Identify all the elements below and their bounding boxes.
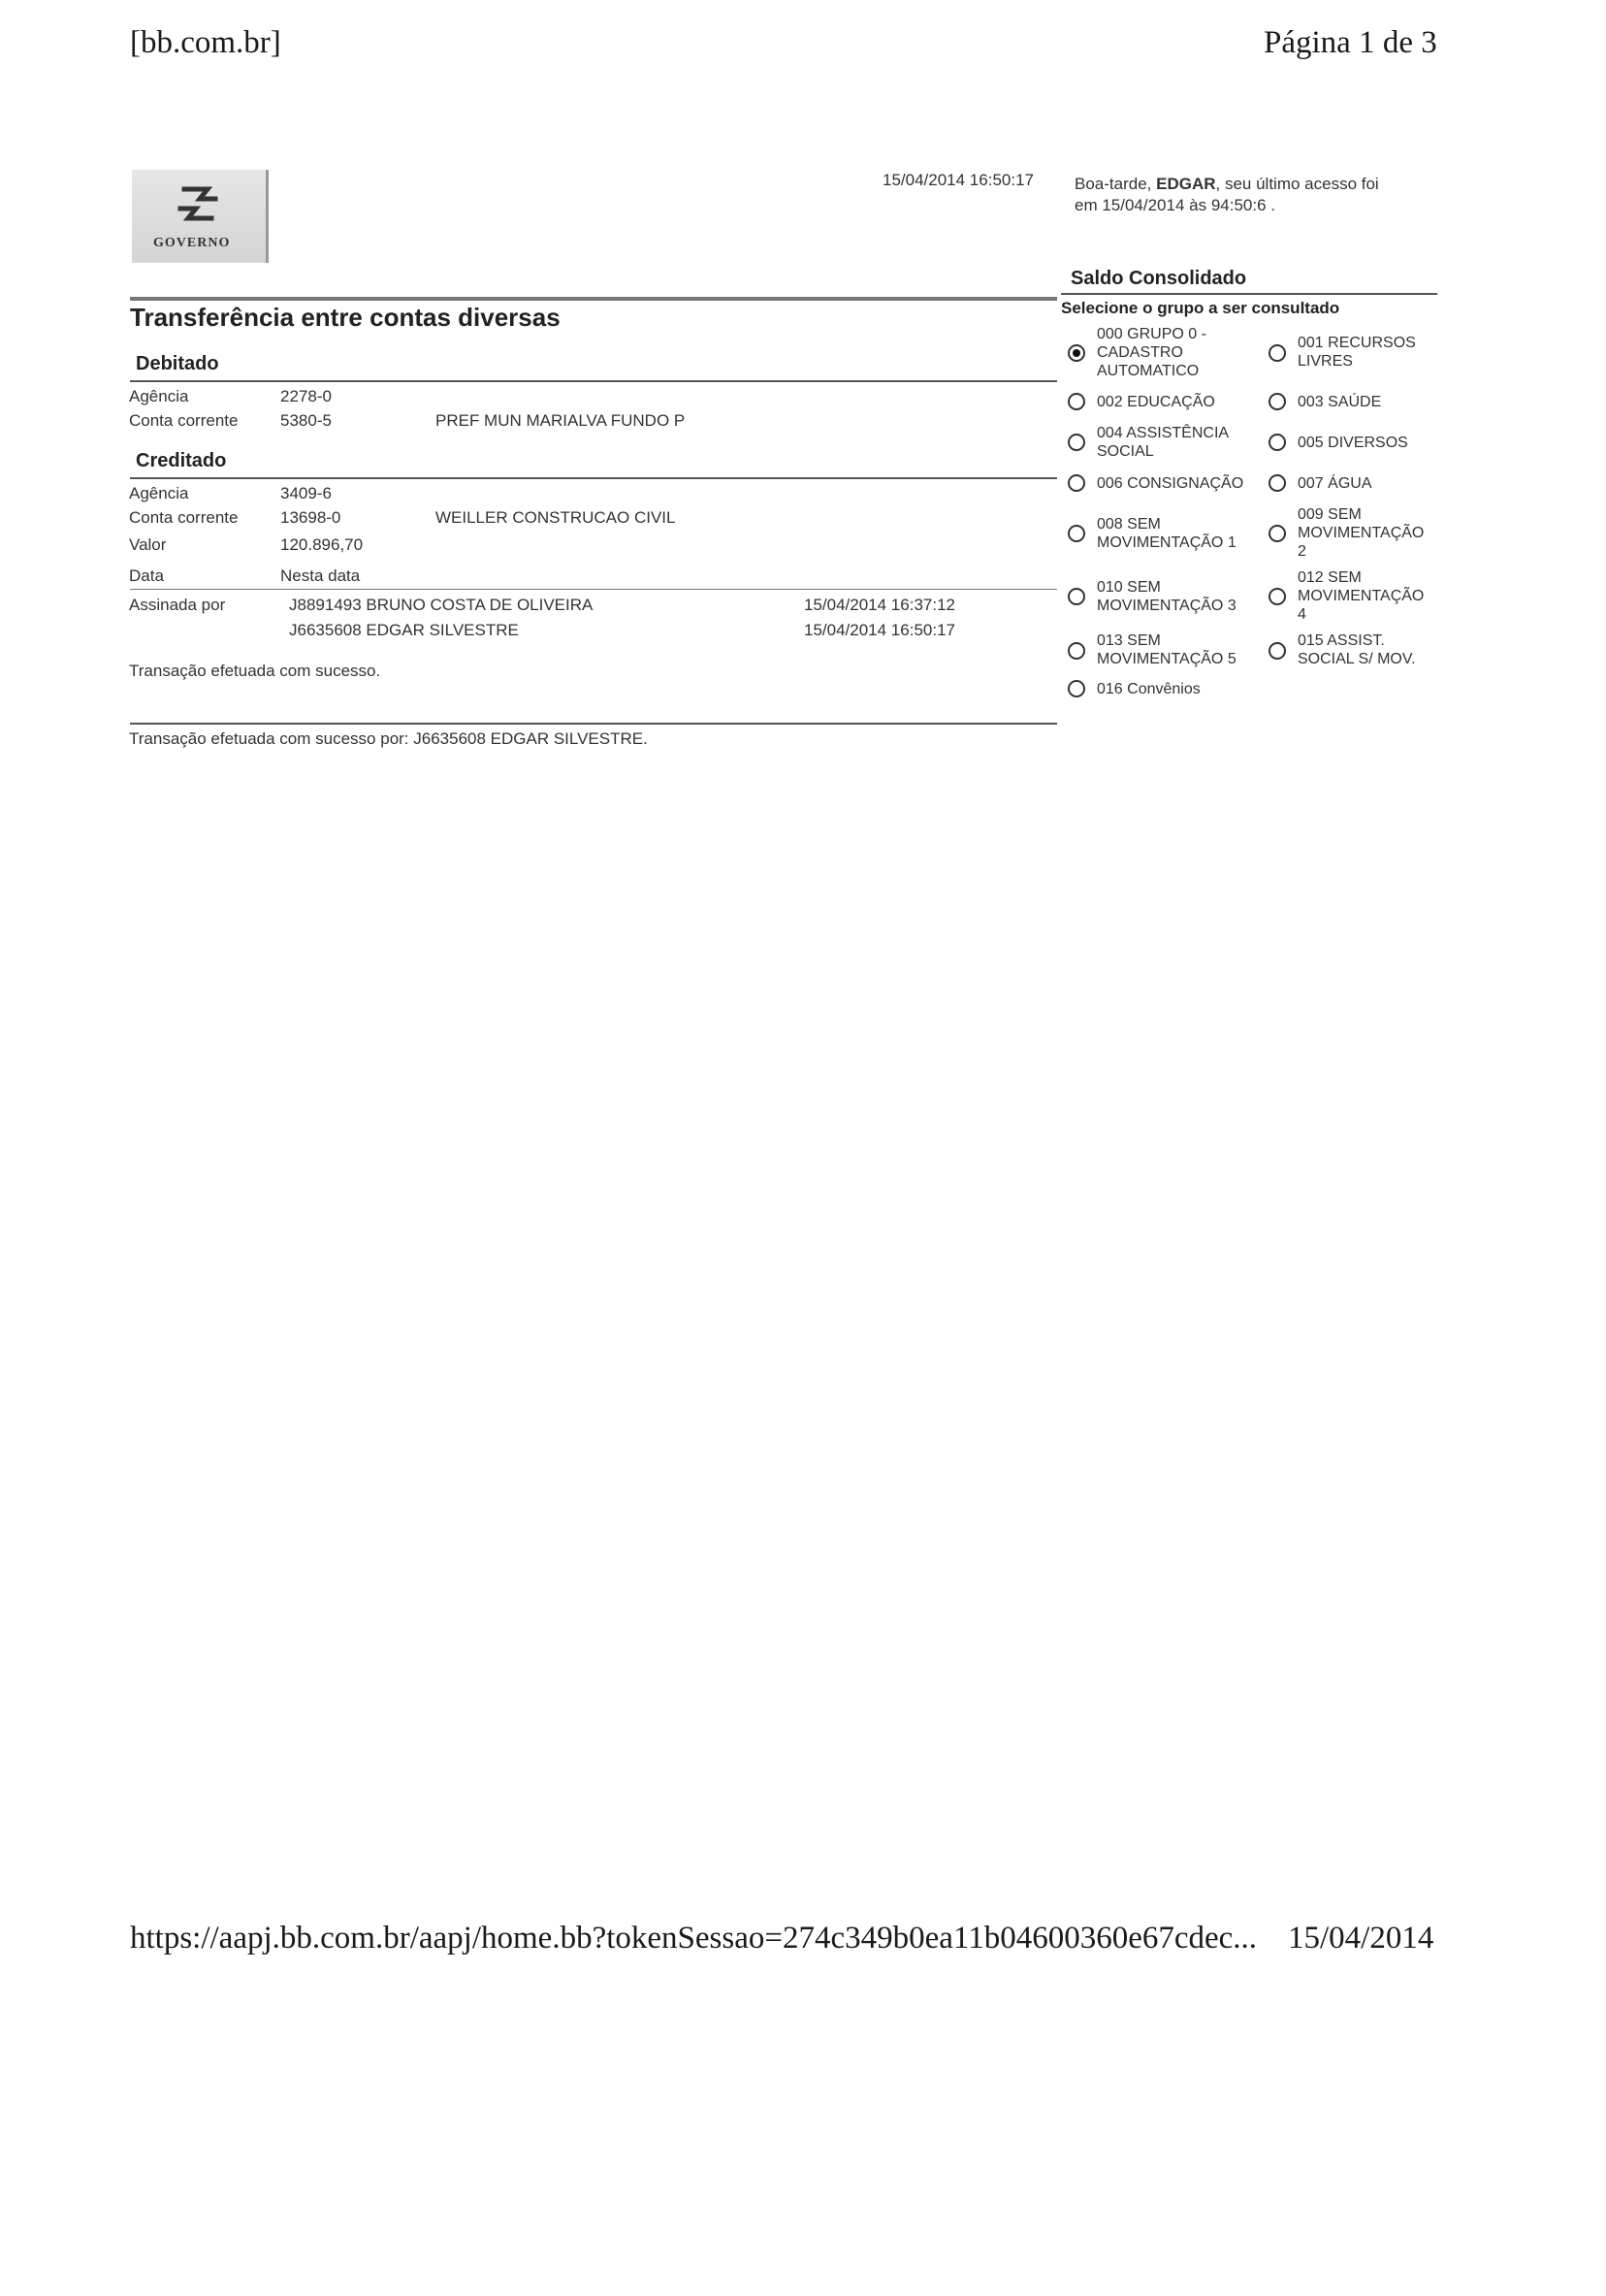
bb-logo-icon xyxy=(171,179,225,228)
greeting-user: EDGAR xyxy=(1156,175,1216,193)
radio-label-016: 016 Convênios xyxy=(1097,681,1201,697)
saldo-rule xyxy=(1061,293,1437,295)
footer-status-message: Transação efetuada com sucesso por: J6635608 EDGAR SILVESTRE. xyxy=(129,729,648,748)
debitado-rule xyxy=(130,380,1057,382)
creditado-titular: WEILLER CONSTRUCAO CIVIL xyxy=(435,508,676,527)
print-header-page: Página 1 de 3 xyxy=(1264,25,1437,60)
creditado-agencia-value: 3409-6 xyxy=(280,484,332,502)
session-datetime: 15/04/2014 16:50:17 xyxy=(883,171,1034,189)
radio-label-013: 013 SEM MOVIMENTAÇÃO 5 xyxy=(1097,632,1237,667)
creditado-conta-value: 13698-0 xyxy=(280,508,341,527)
print-header-site: [bb.com.br] xyxy=(130,25,281,60)
radio-label-001: 001 RECURSOS LIVRES xyxy=(1298,335,1416,370)
signature-name: J8891493 BRUNO COSTA DE OLIVEIRA xyxy=(289,596,594,614)
data-rule xyxy=(130,589,1057,590)
saldo-subtitle: Selecione o grupo a ser consultado xyxy=(1061,299,1340,317)
radio-group-004[interactable] xyxy=(1068,434,1085,451)
radio-label-004: 004 ASSISTÊNCIA SOCIAL xyxy=(1097,425,1230,460)
data-label: Data xyxy=(129,566,164,585)
assinada-label: Assinada por xyxy=(129,596,226,614)
radio-label-005: 005 DIVERSOS xyxy=(1298,435,1408,451)
signature-datetime: 15/04/2014 16:50:17 xyxy=(804,621,955,639)
radio-label-015: 015 ASSIST. SOCIAL S/ MOV. xyxy=(1298,632,1416,667)
logo-caption: GOVERNO xyxy=(153,236,231,250)
bb-governo-logo[interactable] xyxy=(132,170,269,263)
signature-datetime: 15/04/2014 16:37:12 xyxy=(804,596,955,614)
footer-status-rule xyxy=(130,723,1057,725)
radio-group-003[interactable] xyxy=(1269,393,1286,410)
greeting-line2: em 15/04/2014 às 94:50:6 . xyxy=(1075,196,1275,214)
radio-label-003: 003 SAÚDE xyxy=(1298,394,1382,410)
debitado-agencia-label: Agência xyxy=(129,387,189,405)
radio-label-000: 000 GRUPO 0 - CADASTRO AUTOMATICO xyxy=(1097,326,1206,379)
greeting-suffix: , seu último acesso foi xyxy=(1215,175,1379,193)
radio-label-008: 008 SEM MOVIMENTAÇÃO 1 xyxy=(1097,516,1237,551)
debitado-conta-label: Conta corrente xyxy=(129,411,239,430)
greeting-line1 xyxy=(1075,175,1379,194)
debitado-conta-value: 5380-5 xyxy=(280,411,332,430)
saldo-title: Saldo Consolidado xyxy=(1071,268,1247,289)
valor-label: Valor xyxy=(129,535,167,554)
debitado-heading: Debitado xyxy=(136,353,219,374)
radio-group-005[interactable] xyxy=(1269,434,1286,451)
radio-label-002: 002 EDUCAÇÃO xyxy=(1097,394,1215,410)
radio-group-000[interactable] xyxy=(1068,344,1085,362)
radio-group-016[interactable] xyxy=(1068,680,1085,697)
radio-group-013[interactable] xyxy=(1068,642,1085,660)
radio-group-007[interactable] xyxy=(1269,474,1286,492)
radio-group-015[interactable] xyxy=(1269,642,1286,660)
radio-label-006: 006 CONSIGNAÇÃO xyxy=(1097,475,1244,492)
valor-value: 120.896,70 xyxy=(280,535,364,554)
print-footer-url: https://aapj.bb.com.br/aapj/home.bb?tokenSessao=274c349b0ea11b04600360e67cdec... xyxy=(130,1921,1258,1956)
creditado-agencia-label: Agência xyxy=(129,484,189,502)
debitado-titular: PREF MUN MARIALVA FUNDO P xyxy=(435,411,686,430)
radio-group-010[interactable] xyxy=(1068,588,1085,605)
radio-group-001[interactable] xyxy=(1269,344,1286,362)
radio-group-002[interactable] xyxy=(1068,393,1085,410)
page-title: Transferência entre contas diversas xyxy=(130,303,561,332)
data-value: Nesta data xyxy=(280,566,361,585)
radio-group-012[interactable] xyxy=(1269,588,1286,605)
signature-name: J6635608 EDGAR SILVESTRE xyxy=(289,621,519,639)
radio-label-012: 012 SEM MOVIMENTAÇÃO 4 xyxy=(1298,569,1425,623)
radio-label-009: 009 SEM MOVIMENTAÇÃO 2 xyxy=(1298,506,1425,560)
debitado-agencia-value: 2278-0 xyxy=(280,387,332,405)
status-message: Transação efetuada com sucesso. xyxy=(129,662,381,680)
radio-label-007: 007 ÁGUA xyxy=(1298,475,1372,492)
radio-label-010: 010 SEM MOVIMENTAÇÃO 3 xyxy=(1097,579,1237,614)
radio-group-009[interactable] xyxy=(1269,525,1286,542)
radio-group-006[interactable] xyxy=(1068,474,1085,492)
greeting-prefix: Boa-tarde, xyxy=(1075,175,1157,193)
title-top-rule xyxy=(130,297,1057,301)
print-footer-date: 15/04/2014 xyxy=(1288,1921,1434,1956)
creditado-conta-label: Conta corrente xyxy=(129,508,239,527)
radio-group-008[interactable] xyxy=(1068,525,1085,542)
creditado-rule xyxy=(130,477,1057,479)
creditado-heading: Creditado xyxy=(136,450,227,471)
